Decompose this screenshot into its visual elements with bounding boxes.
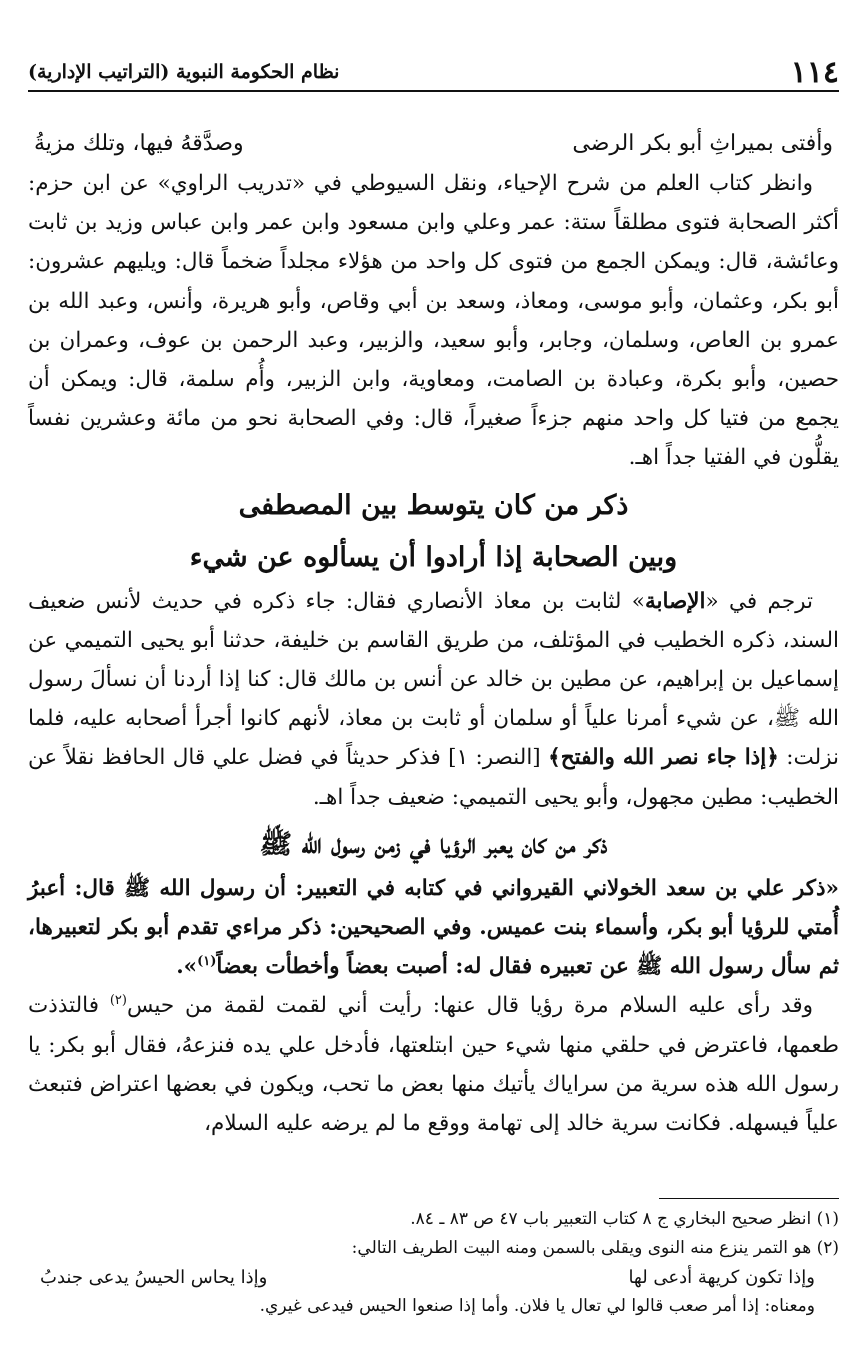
verse-second-hemistich: وصدَّقهُ فيها، وتلك مزيةُ [34,131,244,156]
section-heading-dream-interpretation: ذكر من كان يعبر الرؤيا في زمن رسول الله ﷺ [259,828,608,860]
quote-end: ». [176,954,198,980]
section-heading-intermediary-line1: ذكر من كان يتوسط بين المصطفى [238,489,629,521]
footnote-meaning: ومعناه: إذا أمر صعب قالوا لي تعال يا فلان. وأما إذا صنعوا الحيس فيدعى غيري. [259,1296,815,1316]
footnotes [28,1198,839,1321]
footnote-verse-second: وإذا يحاس الحيسُ يدعى جندبُ [40,1267,268,1288]
footnote-verse [28,1263,839,1292]
text-segment: ترجم في « [705,588,813,614]
book-title-isaba: الإصابة [644,588,706,614]
quran-quote: ﴿إذا جاء نصر الله والفتح﴾ [548,745,779,771]
paragraph-thabit-ibn-muadh [28,582,839,817]
footnote-1: (١) انظر صحيح البخاري ج ٨ كتاب التعبير باب ٤٧ ص ٨٣ ـ ٨٤. [410,1209,839,1229]
footnote-verse-first: وإذا تكون كريهة أدعى لها [628,1267,815,1288]
text-segment: » لثابت بن معاذ الأنصاري فقال: جاء ذكره في حديث لأنس ضعيف السند، ذكره الخطيب في المؤتلف، من طريق القاسم بن خليفة، حدثنا أبو يحيى التميمي عن إسماعيل بن إبراهيم، عن مطين بن خالد عن أنس بن مالك قال: كنا إذا أردنا أن نسألَ رسول الله ﷺ، عن شيء أمرنا علياً أو سلمان أو ثابت بن معاذ، لأنهم كانوا أجرأ أصحابه عليه، فلما نزلت: [28,588,839,771]
text-segment: [النصر: ١] فذكر حديثاً في فضل علي قال الحافظ نقلاً عن الخطيب: مطين مجهول، وأبو يحيى التميمي: ضعيف جداً اهـ. [28,745,839,810]
page-header [28,50,839,92]
quote-text: «ذكر علي بن سعد الخولاني القيرواني في كتابه في التعبير: أن رسول الله ﷺ قال: أعبرُ أُمتي للرؤيا أبو بكر، وأسماء بنت عميس. وفي الصحيحين: ذكر مراءي تقدم أبو بكر لتعبيرها، ثم سأل رسول الله ﷺ عن تعبيره فقال له: أصبت بعضاً وأخطأت بعضاً [28,875,839,980]
text-segment: فالتذذت طعمها، فاعترض في حلقي منها شيء حين ابتلعتها، فأدخل علي يده فنزعهُ، فقال أبو بكر: يا رسول الله هذه سرية من سراياك يأتيك منها بعض ما تحب، ويكون في بعضها اعتراض فتبعث علياً فيسهله. فكانت سرية خالد إلى تهامة ووقع ما لم يرضه عليه السلام، [28,993,839,1137]
footnote-2: (٢) هو التمر ينزع منه النوى ويقلى بالسمن ومنه البيت الطريف التالي: [351,1238,839,1258]
page-body [28,124,839,1143]
quoted-hadith-paragraph [28,869,839,987]
section-heading-intermediary-line2: وبين الصحابة إذا أرادوا أن يسألوه عن شيء [189,541,678,573]
footnote-ref-2: (٢) [109,993,127,1009]
verse-first-hemistich: وأفتى بميراثِ أبو بكر الرضى [572,131,833,156]
page-number: ١١٤ [790,55,839,90]
text-segment: وقد رأى عليه السلام مرة رؤيا قال عنها: رأيت أني لقمت لقمة من حيس [126,993,813,1019]
paragraph-dream-story [28,986,839,1143]
footnote-divider [659,1198,839,1199]
poem-verse [28,124,839,164]
running-title: نظام الحكومة النبوية (التراتيب الإدارية) [28,61,340,83]
footnote-ref-1: (١) [197,954,217,970]
book-page [28,0,839,1369]
paragraph-fatwa-companions: وانظر كتاب العلم من شرح الإحياء، ونقل السيوطي في «تدريب الراوي» عن ابن حزم: أكثر الصحابة فتوى مطلقاً ستة: عمر وعلي وابن مسعود وابن عمر وابن عباس وزيد بن ثابت وعائشة، قال: ويمكن الجمع من فتوى كل واحد من هؤلاء مجلداً ضخماً قال: ويليهم عشرون: أبو بكر، وعثمان، وأبو موسى، ومعاذ، وسعد بن أبي وقاص، وأبو هريرة، وأنس، وعبد الله بن عمرو بن العاص، وسلمان، وجابر، وأبو سعيد، والزبير، وعبد الرحمن بن عوف، وعمران بن حصين، وأبو بكرة، وعبادة بن الصامت، ومعاوية، وابن الزبير، وأُم سلمة، قال: ويمكن أن يجمع من فتيا كل واحد منهم جزءاً صغيراً، قال: وفي الصحابة نحو من مائة وعشرين نفساً يقلُّون في الفتيا جداً اهـ. [28,171,839,471]
